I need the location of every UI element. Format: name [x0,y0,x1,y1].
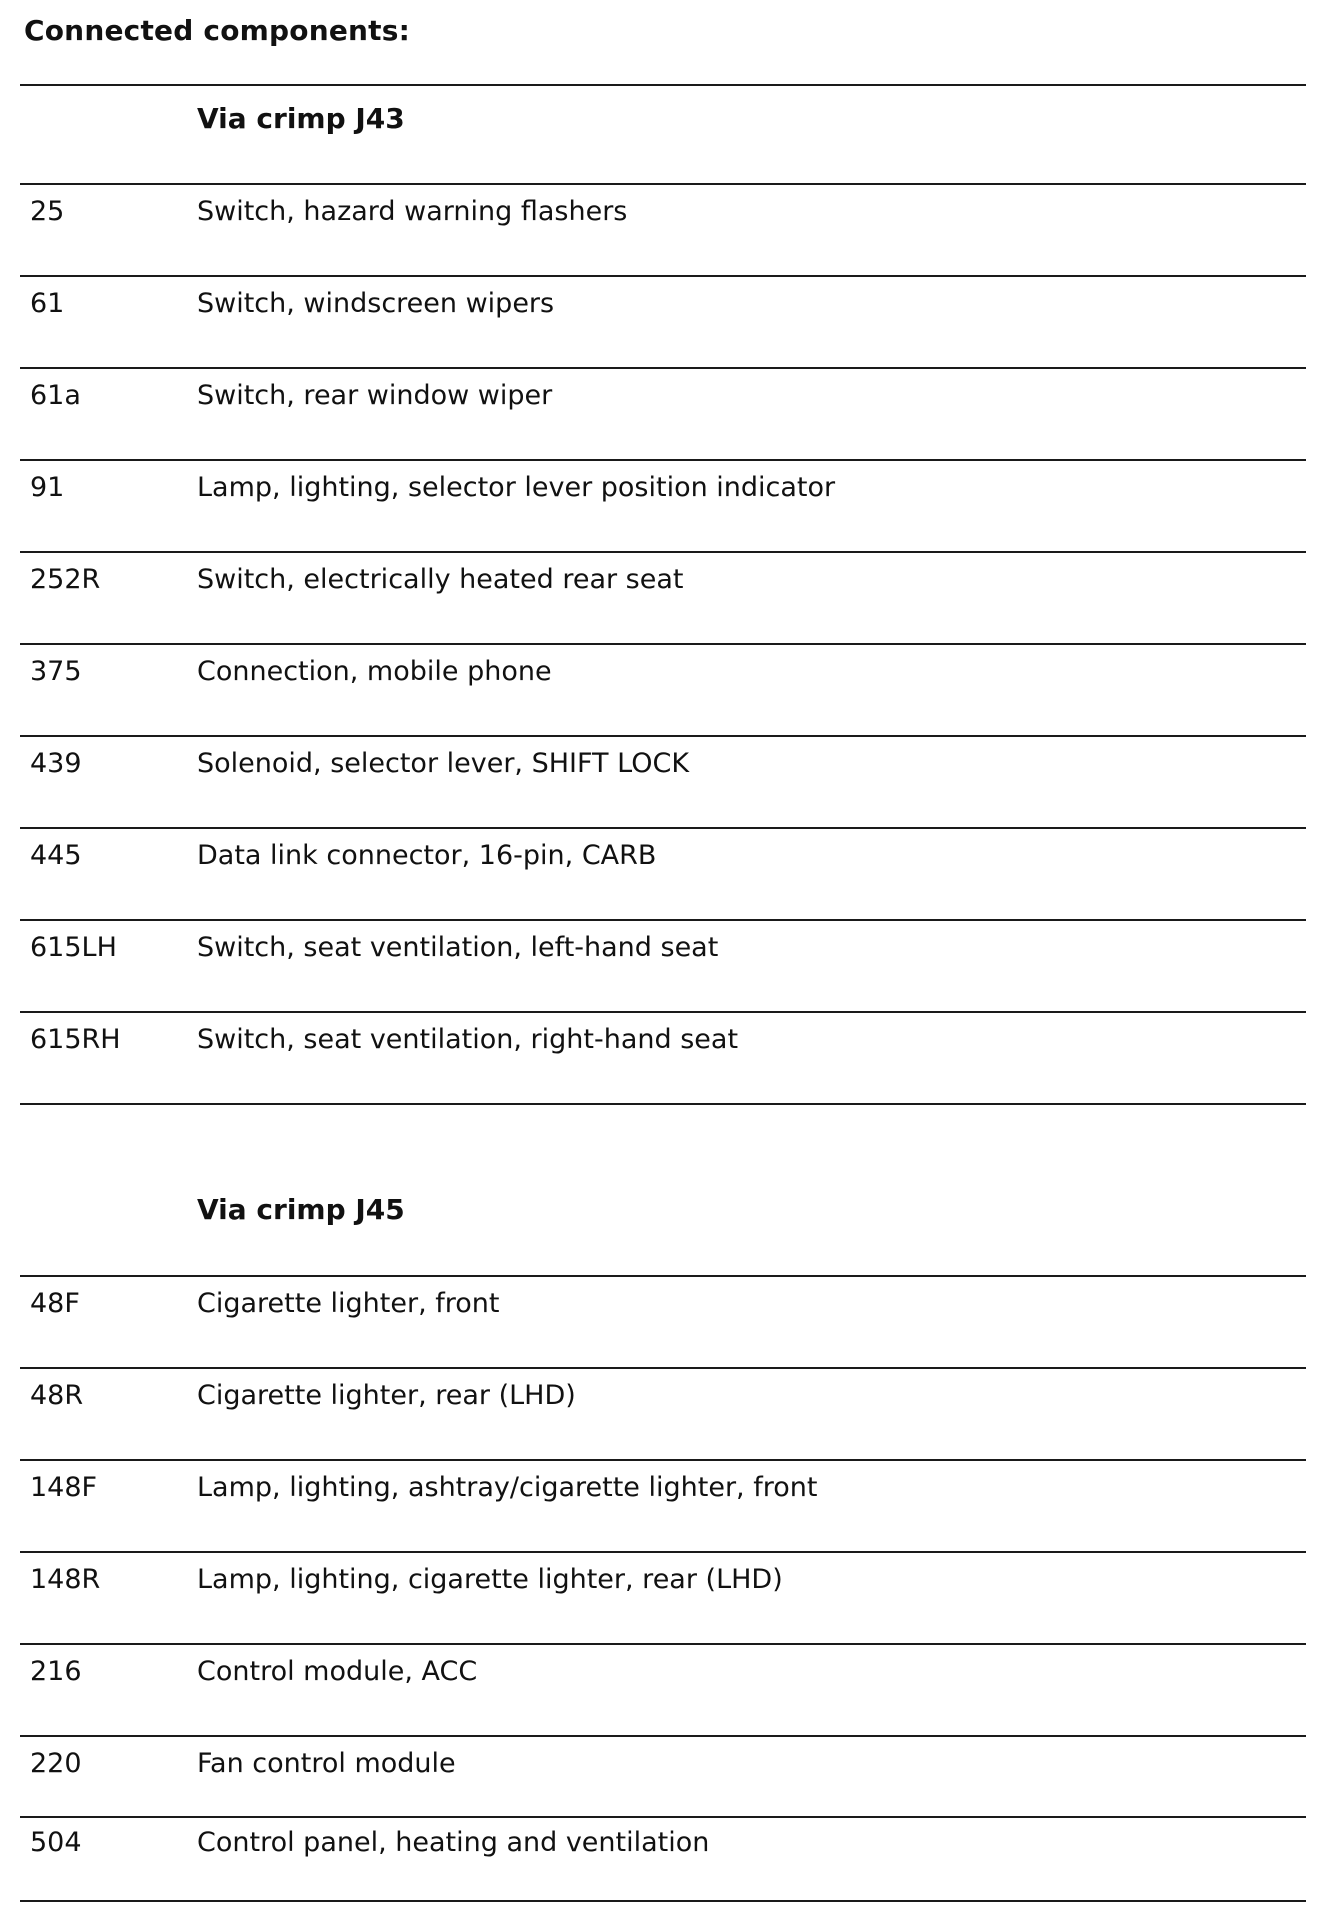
component-code: 216 [30,1656,82,1687]
component-code: 25 [30,196,65,227]
divider [20,1103,1306,1105]
divider [20,1011,1306,1013]
component-description: Data link connector, 16-pin, CARB [197,840,657,871]
divider [20,1275,1306,1277]
page-heading: Connected components: [24,14,411,47]
divider [20,1643,1306,1645]
component-description: Switch, rear window wiper [197,380,553,411]
component-description: Control module, ACC [197,1656,478,1687]
divider [20,735,1306,737]
divider [20,275,1306,277]
component-code: 220 [30,1748,82,1779]
divider [20,827,1306,829]
divider [20,551,1306,553]
component-description: Switch, electrically heated rear seat [197,564,684,595]
divider [20,1551,1306,1553]
component-code: 375 [30,656,82,687]
component-description: Switch, hazard warning flashers [197,196,628,227]
component-code: 439 [30,748,82,779]
component-code: 91 [30,472,65,503]
component-code: 61 [30,288,65,319]
divider [20,1900,1306,1902]
component-code: 148R [30,1564,101,1595]
component-code: 252R [30,564,101,595]
component-description: Solenoid, selector lever, SHIFT LOCK [197,748,690,779]
component-description: Lamp, lighting, ashtray/cigarette lighter, front [197,1472,818,1503]
group-title: Via crimp J43 [197,102,405,135]
component-description: Cigarette lighter, front [197,1288,500,1319]
divider [20,643,1306,645]
component-code: 61a [30,380,81,411]
component-description: Switch, windscreen wipers [197,288,555,319]
group-title: Via crimp J45 [197,1193,405,1226]
component-description: Cigarette lighter, rear (LHD) [197,1380,576,1411]
component-description: Lamp, lighting, selector lever position indicator [197,472,836,503]
divider [20,367,1306,369]
component-description: Switch, seat ventilation, right-hand seat [197,1024,739,1055]
component-code: 148F [30,1472,98,1503]
divider [20,1735,1306,1737]
divider [20,919,1306,921]
component-description: Connection, mobile phone [197,656,552,687]
component-code: 615LH [30,932,117,963]
divider [20,84,1306,86]
divider [20,183,1306,185]
divider [20,1367,1306,1369]
divider [20,1816,1306,1818]
component-code: 504 [30,1827,82,1858]
component-code: 48R [30,1380,84,1411]
component-description: Control panel, heating and ventilation [197,1827,710,1858]
component-description: Switch, seat ventilation, left-hand seat [197,932,719,963]
component-code: 445 [30,840,82,871]
component-description: Lamp, lighting, cigarette lighter, rear (LHD) [197,1564,783,1595]
component-description: Fan control module [197,1748,456,1779]
divider [20,459,1306,461]
divider [20,1459,1306,1461]
component-code: 48F [30,1288,80,1319]
component-code: 615RH [30,1024,121,1055]
